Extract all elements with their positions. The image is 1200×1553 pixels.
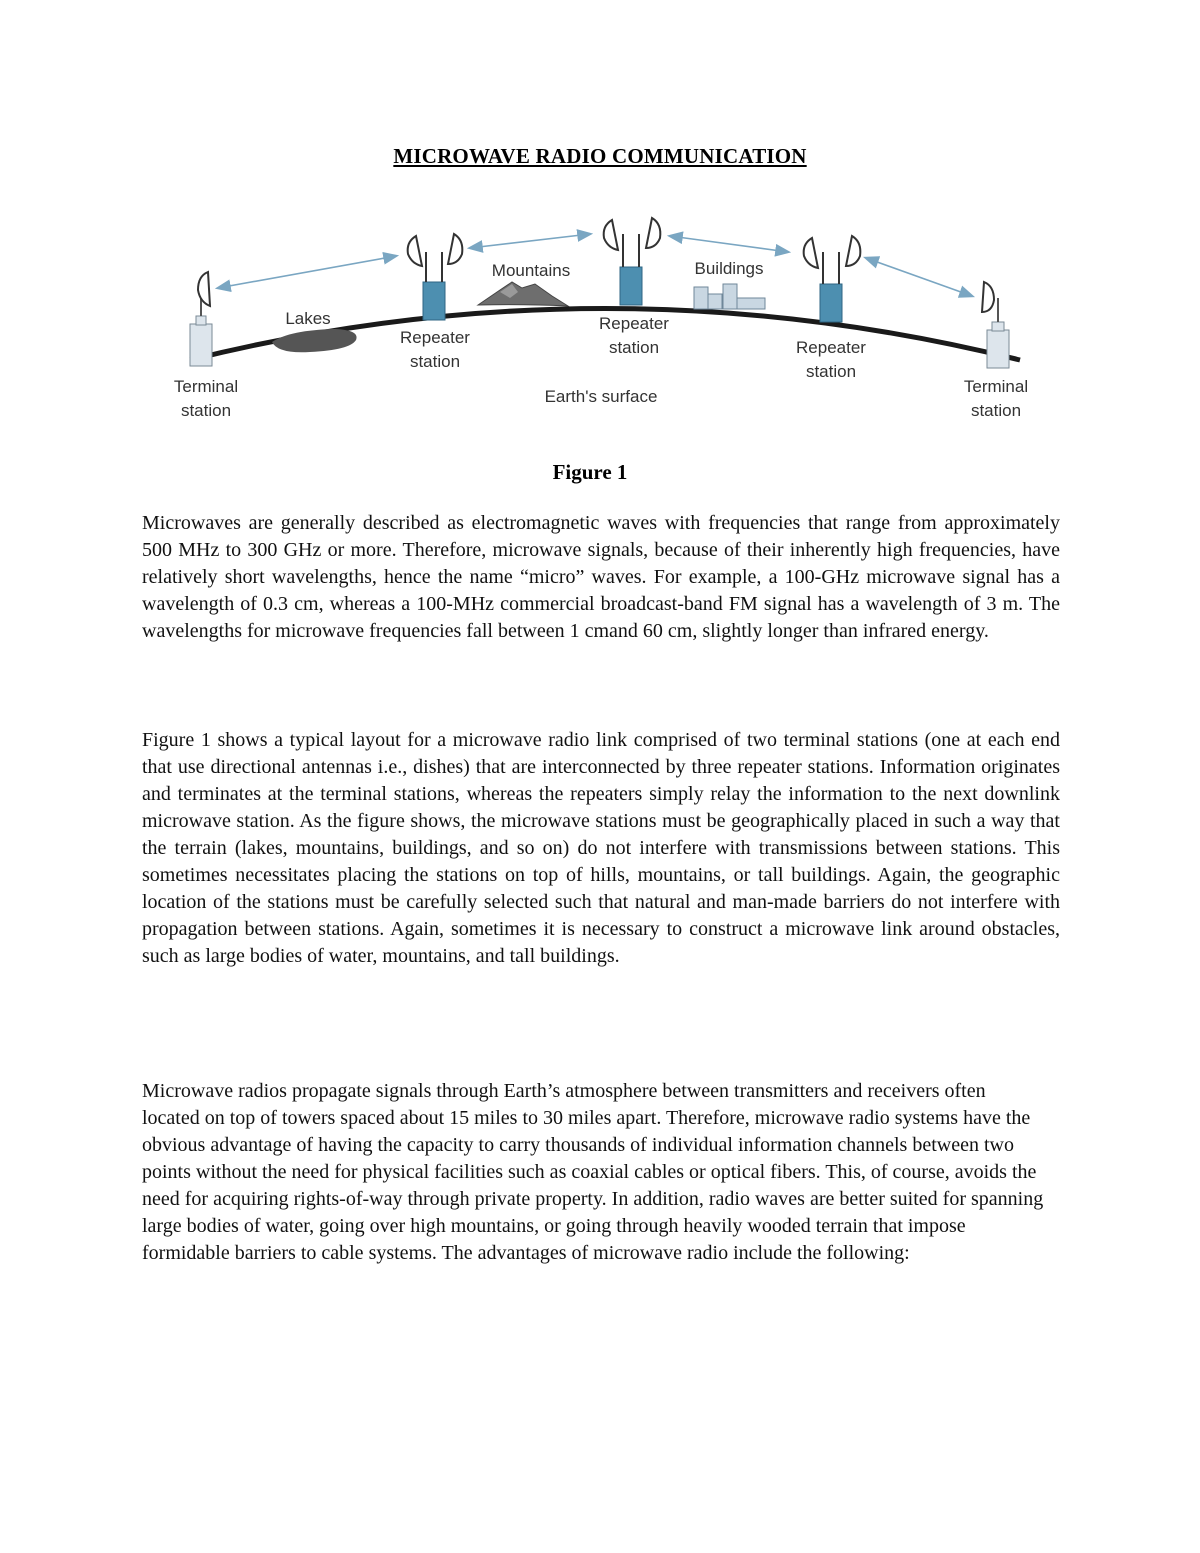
link-arrow-2 [470, 234, 590, 248]
label-repeater-1-2: station [409, 352, 461, 371]
link-arrow-1 [218, 256, 396, 288]
mountains-shape [478, 282, 568, 306]
microwave-link-figure [160, 212, 1050, 432]
link-arrow-3 [670, 236, 788, 252]
label-repeater-2-1: Repeater [599, 314, 669, 333]
label-terminal-right-1: Terminal [963, 377, 1029, 396]
repeater-station-1 [408, 234, 463, 320]
repeater-station-2 [604, 218, 661, 305]
paragraph-1: Microwaves are generally described as electromagnetic waves with frequencies that range from approximately 500 MHz to 300 GHz or more. Therefore, microwave signals, because of their inherently high frequencies, have relatively short wavelengths, hence the name “micro” waves. For example, a 100-GHz microwave signal has a wavelength of 0.3 cm, whereas a 100-MHz commercial broadcast-band FM signal has a wavelength of 3 m. The wavelengths for microwave frequencies fall between 1 cmand 60 cm, slightly longer than infrared energy. [142, 512, 1060, 642]
label-repeater-2-2: station [608, 338, 660, 357]
terminal-station-right [982, 282, 1009, 368]
figure-caption: Figure 1 [552, 460, 628, 484]
label-repeater-1-1: Repeater [400, 328, 470, 347]
paragraph-3: Microwave radios propagate signals through Earth’s atmosphere between transmitters and receivers often located on top of towers spaced about 15 miles to 30 miles apart. Therefore, microwave radio systems have the obvious advantage of having the capacity to carry thousands of individual information channels between two points without the need for physical facilities such as coaxial cables or optical fibers. This, of course, avoids the need for acquiring rights-of-way through private property. In addition, radio waves are better suited for spanning large bodies of water, going over high mountains, or going through heavily wooded terrain that impose formidable barriers to cable systems. The advantages of microwave radio include the following: [142, 1080, 1044, 1264]
label-terminal-right-2: station [970, 401, 1022, 420]
page-title: MICROWAVE RADIO COMMUNICATION [393, 144, 807, 168]
label-earth-surface: Earth's surface [544, 387, 658, 406]
label-mountains: Mountains [491, 261, 571, 280]
label-repeater-3-2: station [805, 362, 857, 381]
label-terminal-left-2: station [180, 401, 232, 420]
label-repeater-3-1: Repeater [796, 338, 866, 357]
link-arrow-4 [866, 258, 972, 296]
terminal-station-left [190, 272, 212, 366]
buildings-group [694, 284, 765, 309]
label-lakes: Lakes [285, 309, 331, 328]
paragraph-2: Figure 1 shows a typical layout for a microwave radio link comprised of two terminal stations (one at each end that use directional antennas i.e., dishes) that are interconnected by three repeater stations. Information originates and terminates at the terminal stations, whereas the repeaters simply relay the information to the next downlink microwave station. As the figure shows, the microwave stations must be geographically placed in such a way that the terrain (lakes, mountains, buildings, and so on) do not interfere with transmissions between stations. This sometimes necessitates placing the stations on top of hills, mountains, or tall buildings. Again, the geographic location of the stations must be carefully selected such that natural and man-made barriers do not interfere with propagation between stations. Again, sometimes it is necessary to construct a microwave link around obstacles, such as large bodies of water, mountains, and tall buildings. [142, 729, 1060, 967]
label-buildings: Buildings [694, 259, 764, 278]
lake-shape [272, 329, 357, 352]
repeater-station-3 [804, 236, 861, 322]
label-terminal-left-1: Terminal [173, 377, 239, 396]
